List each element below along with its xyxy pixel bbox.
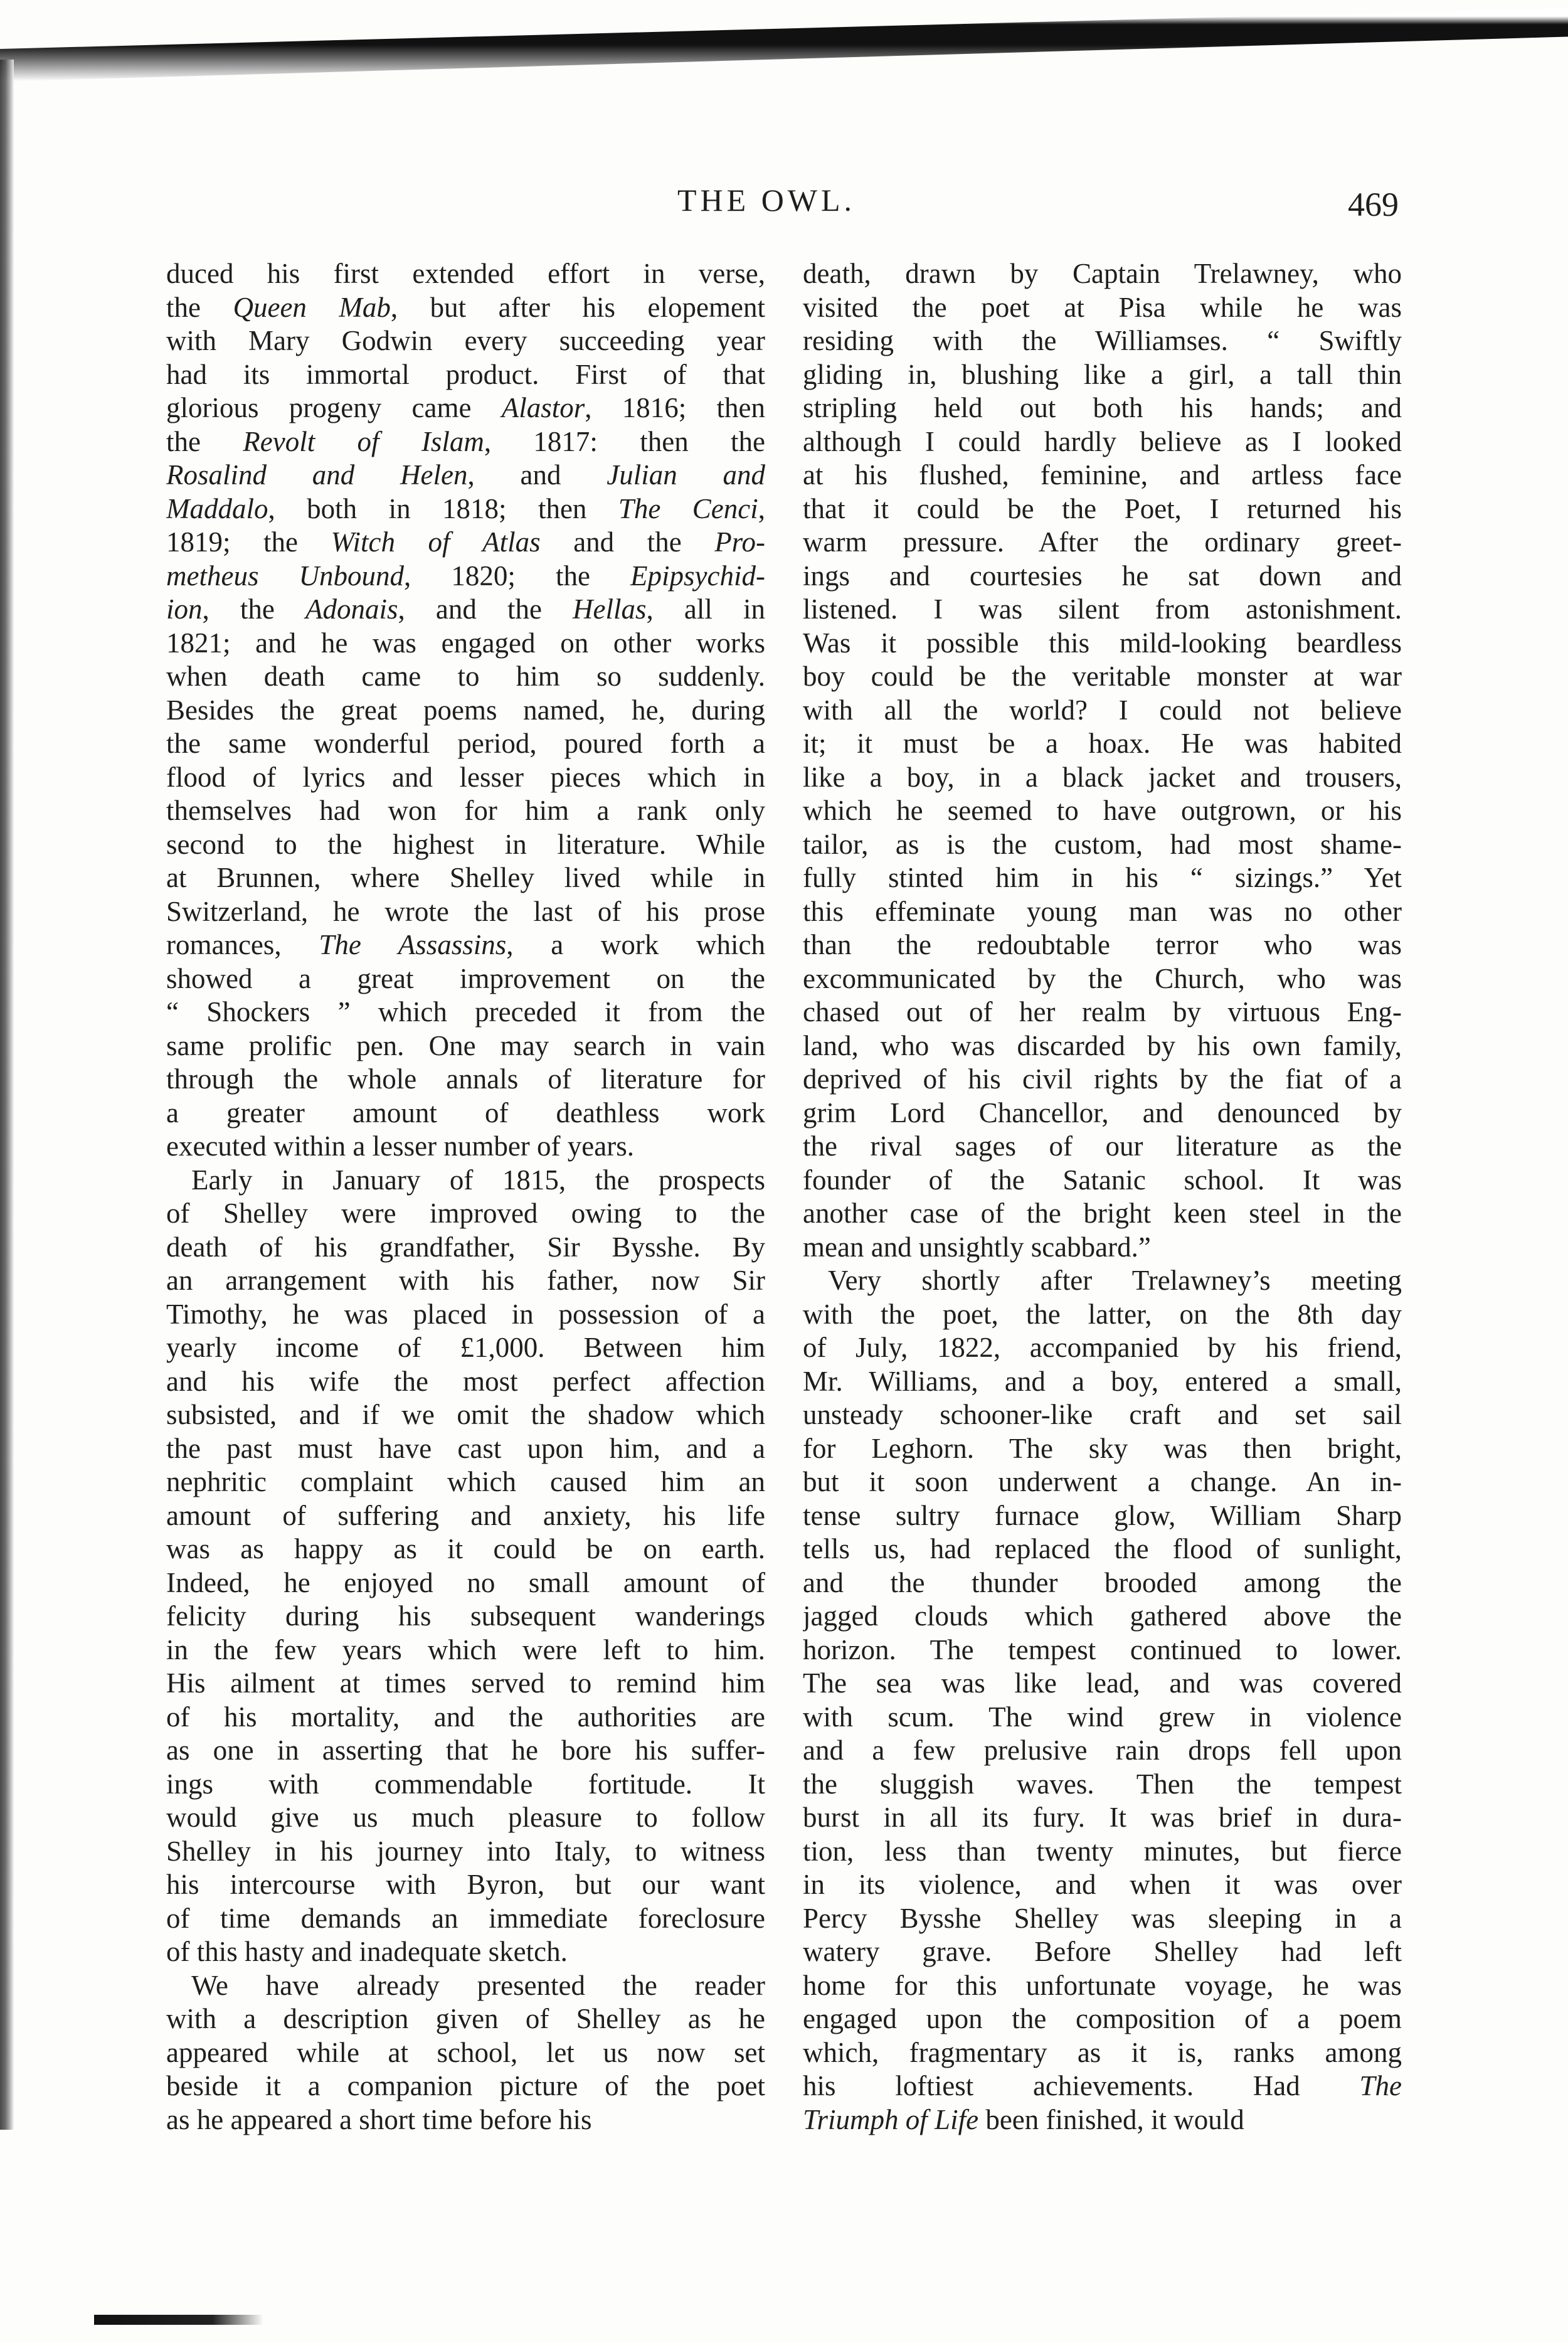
text-line: of time demands an immediate foreclosure bbox=[166, 1902, 765, 1934]
text-line: this effeminate young man was no other bbox=[803, 895, 1402, 927]
text-line: a greater amount of deathless work bbox=[166, 1097, 765, 1129]
page-number: 469 bbox=[1348, 186, 1399, 223]
text-line: second to the highest in literature. While bbox=[166, 828, 765, 860]
text-line: Timothy, he was placed in possession of a bbox=[166, 1298, 765, 1330]
text-line: Triumph of Life been finished, it would bbox=[803, 2103, 1244, 2135]
text-line: felicity during his subsequent wanderings bbox=[166, 1600, 765, 1632]
text-line: chased out of her realm by virtuous Eng- bbox=[803, 996, 1402, 1028]
text-line: that it could be the Poet, I returned his bbox=[803, 492, 1402, 524]
text-line: His ailment at times served to remind him bbox=[166, 1667, 765, 1699]
scan-top-edge bbox=[0, 0, 1568, 82]
text-line: 1819; the Witch of Atlas and the Pro- bbox=[166, 526, 765, 558]
text-line: Early in January of 1815, the prospects bbox=[191, 1164, 765, 1196]
text-line: ings and courtesies he sat down and bbox=[803, 560, 1402, 592]
text-line: The sea was like lead, and was covered bbox=[803, 1667, 1402, 1699]
text-line: tells us, had replaced the flood of sunlight, bbox=[803, 1533, 1402, 1565]
text-line: engaged upon the composition of a poem bbox=[803, 2003, 1402, 2034]
text-line: Very shortly after Trelawney’s meeting bbox=[828, 1265, 1402, 1296]
text-line: unsteady schooner-like craft and set sail bbox=[803, 1399, 1402, 1430]
text-line: ion, the Adonais, and the Hellas, all in bbox=[166, 593, 765, 625]
text-line: death, drawn by Captain Trelawney, who bbox=[803, 258, 1402, 289]
paragraph bbox=[166, 1164, 765, 1969]
text-line: in its violence, and when it was over bbox=[803, 1869, 1402, 1900]
text-line: metheus Unbound, 1820; the Epipsychid- bbox=[166, 560, 765, 592]
text-line: Mr. Williams, and a boy, entered a small, bbox=[803, 1365, 1402, 1397]
text-line: 1821; and he was engaged on other works bbox=[166, 627, 765, 659]
text-line: tense sultry furnace glow, William Sharp bbox=[803, 1499, 1402, 1531]
text-line: home for this unfortunate voyage, he was bbox=[803, 1969, 1402, 2001]
text-line: in the few years which were left to him. bbox=[166, 1634, 765, 1666]
text-line: tion, less than twenty minutes, but fierce bbox=[803, 1835, 1402, 1867]
text-line: Shelley in his journey into Italy, to witness bbox=[166, 1835, 765, 1867]
scan-bottom-mark bbox=[94, 2315, 263, 2325]
text-line: residing with the Williamses. “ Swiftly bbox=[803, 325, 1402, 356]
text-line: and a few prelusive rain drops fell upon bbox=[803, 1735, 1402, 1766]
text-line: themselves had won for him a rank only bbox=[166, 795, 765, 826]
text-line: land, who was discarded by his own family, bbox=[803, 1029, 1402, 1061]
text-line: the sluggish waves. Then the tempest bbox=[803, 1768, 1402, 1800]
text-line: when death came to him so suddenly. bbox=[166, 661, 765, 692]
text-line: We have already presented the reader bbox=[191, 1969, 765, 2001]
text-line: which, fragmentary as it is, ranks among bbox=[803, 2036, 1402, 2068]
text-line: Percy Bysshe Shelley was sleeping in a bbox=[803, 1902, 1402, 1934]
text-line: stripling held out both his hands; and bbox=[803, 392, 1402, 423]
text-line: Rosalind and Helen, and Julian and bbox=[166, 459, 765, 491]
text-line: Switzerland, he wrote the last of his prose bbox=[166, 895, 765, 927]
running-head: THE OWL. bbox=[677, 183, 856, 218]
text-line: was as happy as it could be on earth. bbox=[166, 1533, 765, 1565]
text-line: jagged clouds which gathered above the bbox=[803, 1600, 1402, 1632]
text-line: his loftiest achievements. Had The bbox=[803, 2070, 1402, 2101]
text-line: subsisted, and if we omit the shadow which bbox=[166, 1399, 765, 1430]
text-line: the rival sages of our literature as the bbox=[803, 1130, 1402, 1162]
text-line: with scum. The wind grew in violence bbox=[803, 1701, 1402, 1733]
text-line: “ Shockers ” which preceded it from the bbox=[166, 996, 765, 1028]
text-line: Maddalo, both in 1818; then The Cenci, bbox=[166, 492, 765, 524]
text-line: mean and unsightly scabbard.” bbox=[803, 1231, 1151, 1263]
text-line: of his mortality, and the authorities are bbox=[166, 1701, 765, 1733]
paragraph bbox=[166, 1969, 765, 2137]
text-line: watery grave. Before Shelley had left bbox=[803, 1936, 1402, 1967]
text-line: the Revolt of Islam, 1817: then the bbox=[166, 425, 765, 457]
text-line: yearly income of £1,000. Between him bbox=[166, 1332, 765, 1363]
text-line: through the whole annals of literature for bbox=[166, 1063, 765, 1095]
text-line: at his flushed, feminine, and artless face bbox=[803, 459, 1402, 491]
text-line: of Shelley were improved owing to the bbox=[166, 1198, 765, 1229]
text-line: with a description given of Shelley as he bbox=[166, 2003, 765, 2034]
text-line: it; it must be a hoax. He was habited bbox=[803, 728, 1402, 759]
text-line: the Queen Mab, but after his elopement bbox=[166, 291, 765, 323]
text-line: the past must have cast upon him, and a bbox=[166, 1432, 765, 1464]
text-line: amount of suffering and anxiety, his life bbox=[166, 1499, 765, 1531]
text-line: of this hasty and inadequate sketch. bbox=[166, 1936, 568, 1967]
text-line: visited the poet at Pisa while he was bbox=[803, 291, 1402, 323]
text-line: glorious progeny came Alastor, 1816; then bbox=[166, 392, 765, 423]
text-line: fully stinted him in his “ sizings.” Yet bbox=[803, 862, 1402, 893]
text-line: his intercourse with Byron, but our want bbox=[166, 1869, 765, 1900]
text-line: executed within a lesser number of years. bbox=[166, 1130, 634, 1162]
paragraph bbox=[803, 1264, 1402, 2137]
text-line: founder of the Satanic school. It was bbox=[803, 1164, 1402, 1196]
text-line: listened. I was silent from astonishment. bbox=[803, 593, 1402, 625]
text-line: showed a great improvement on the bbox=[166, 962, 765, 994]
text-line: with all the world? I could not believe bbox=[803, 694, 1402, 726]
text-line: with Mary Godwin every succeeding year bbox=[166, 325, 765, 356]
right-column bbox=[803, 257, 1402, 2137]
text-line: excommunicated by the Church, who was bbox=[803, 962, 1402, 994]
binding-edge bbox=[0, 60, 14, 2130]
text-line: ings with commendable fortitude. It bbox=[166, 1768, 765, 1800]
text-line: duced his first extended effort in verse, bbox=[166, 258, 765, 289]
text-line: Indeed, he enjoyed no small amount of bbox=[166, 1566, 765, 1598]
text-line: nephritic complaint which caused him an bbox=[166, 1466, 765, 1497]
text-line: tailor, as is the custom, had most shame- bbox=[803, 828, 1402, 860]
text-line: death of his grandfather, Sir Bysshe. By bbox=[166, 1231, 765, 1263]
text-line: with the poet, the latter, on the 8th day bbox=[803, 1298, 1402, 1330]
text-line: appeared while at school, let us now set bbox=[166, 2036, 765, 2068]
text-line: would give us much pleasure to follow bbox=[166, 1802, 765, 1833]
paragraph bbox=[166, 257, 765, 1164]
text-line: gliding in, blushing like a girl, a tall thin bbox=[803, 358, 1402, 390]
text-line: but it soon underwent a change. An in- bbox=[803, 1466, 1402, 1497]
text-line: as he appeared a short time before his bbox=[166, 2103, 592, 2135]
text-line: another case of the bright keen steel in the bbox=[803, 1198, 1402, 1229]
text-line: at Brunnen, where Shelley lived while in bbox=[166, 862, 765, 893]
text-line: burst in all its fury. It was brief in dura- bbox=[803, 1802, 1402, 1833]
text-line: deprived of his civil rights by the fiat of a bbox=[803, 1063, 1402, 1095]
text-line: flood of lyrics and lesser pieces which in bbox=[166, 761, 765, 793]
text-line: an arrangement with his father, now Sir bbox=[166, 1265, 765, 1296]
text-line: for Leghorn. The sky was then bright, bbox=[803, 1432, 1402, 1464]
paragraph bbox=[803, 257, 1402, 1264]
text-line: horizon. The tempest continued to lower. bbox=[803, 1634, 1402, 1666]
text-line: same prolific pen. One may search in vain bbox=[166, 1029, 765, 1061]
text-line: than the redoubtable terror who was bbox=[803, 929, 1402, 960]
text-line: boy could be the veritable monster at war bbox=[803, 661, 1402, 692]
text-line: romances, The Assassins, a work which bbox=[166, 929, 765, 960]
text-line: and the thunder brooded among the bbox=[803, 1566, 1402, 1598]
text-line: grim Lord Chancellor, and denounced by bbox=[803, 1097, 1402, 1129]
text-line: of July, 1822, accompanied by his friend, bbox=[803, 1332, 1402, 1363]
text-line: the same wonderful period, poured forth a bbox=[166, 728, 765, 759]
text-line: as one in asserting that he bore his suffer- bbox=[166, 1735, 765, 1766]
text-line: like a boy, in a black jacket and trousers, bbox=[803, 761, 1402, 793]
text-line: although I could hardly believe as I looked bbox=[803, 425, 1402, 457]
text-line: warm pressure. After the ordinary greet- bbox=[803, 526, 1402, 558]
left-column bbox=[166, 257, 765, 2137]
text-line: beside it a companion picture of the poet bbox=[166, 2070, 765, 2101]
text-line: and his wife the most perfect affection bbox=[166, 1365, 765, 1397]
text-line: Besides the great poems named, he, during bbox=[166, 694, 765, 726]
text-line: Was it possible this mild-looking beardless bbox=[803, 627, 1402, 659]
text-line: had its immortal product. First of that bbox=[166, 358, 765, 390]
text-line: which he seemed to have outgrown, or his bbox=[803, 795, 1402, 826]
